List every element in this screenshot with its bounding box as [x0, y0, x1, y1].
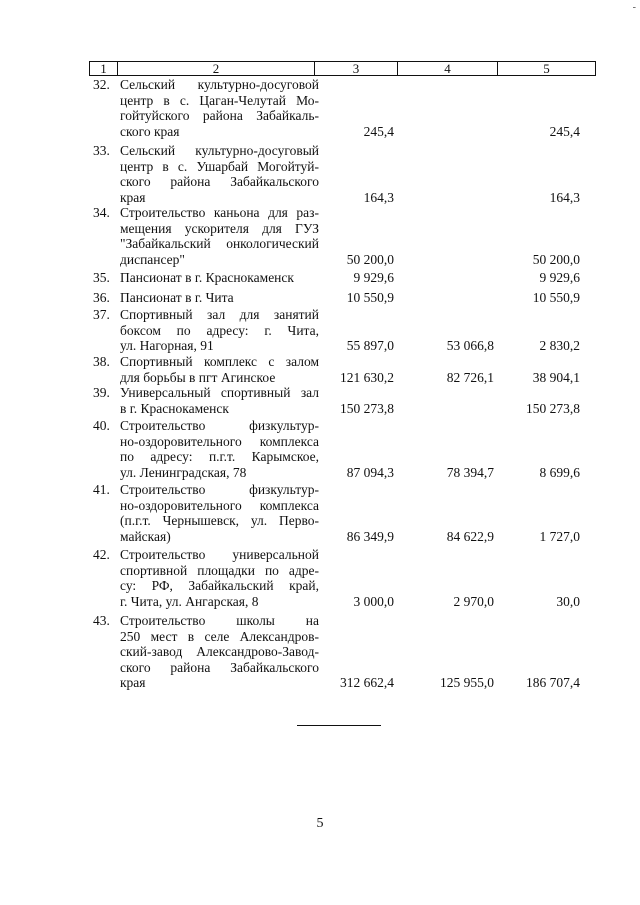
value-col-5: 8 699,6 — [539, 464, 580, 480]
row-number: 42. — [93, 547, 110, 562]
row-number: 39. — [93, 385, 110, 400]
object-name-line: для борьбы в пгт Агинское — [120, 369, 276, 385]
value-col-5: 2 830,2 — [539, 338, 580, 353]
header-col-1: 1 — [90, 62, 118, 76]
header-col-2: 2 — [118, 62, 315, 76]
object-name-line: Строительство каньона для раз- — [120, 205, 319, 220]
object-name-line: Сельский культурно-досуговый — [120, 143, 319, 158]
header-col-5: 5 — [498, 62, 596, 76]
object-name — [120, 270, 319, 286]
object-name-line: ского края — [120, 123, 180, 139]
value-col-5: 164,3 — [549, 189, 580, 205]
object-name — [120, 418, 319, 480]
value-col-3: 150 273,8 — [340, 400, 394, 416]
row-number: 36. — [93, 290, 110, 305]
object-name-line: по адресу: п.г.т. Карымское, — [120, 449, 319, 464]
value-col-3: 121 630,2 — [340, 369, 394, 385]
object-name — [120, 547, 319, 609]
object-name-line: мещения ускорителя для ГУЗ — [120, 220, 319, 236]
value-col-4: 125 955,0 — [440, 675, 494, 690]
value-col-4: 78 394,7 — [446, 464, 494, 480]
value-col-3: 245,4 — [363, 123, 394, 139]
object-name-line: Строительство физкультур- — [120, 482, 319, 497]
object-name — [120, 205, 319, 267]
value-col-5: 50 200,0 — [532, 251, 580, 267]
object-name-line: Универсальный спортивный зал — [120, 385, 319, 400]
object-name-line: гойтуйского района Забайкаль- — [120, 108, 319, 123]
object-name — [120, 354, 319, 385]
header-col-3: 3 — [315, 62, 398, 76]
object-name-line: но-оздоровительного комплекса — [120, 497, 319, 513]
value-col-5: 1 727,0 — [539, 528, 580, 544]
object-name — [120, 143, 319, 205]
row-number: 38. — [93, 354, 110, 369]
object-name-line: Строительство физкультур- — [120, 418, 319, 433]
object-name-line: Спортивный комплекс с залом — [120, 354, 319, 369]
object-name — [120, 385, 319, 416]
object-name-line: центр в с. Цаган-Челутай Мо- — [120, 92, 319, 108]
value-col-4: 53 066,8 — [446, 338, 494, 353]
value-col-4: 84 622,9 — [446, 528, 494, 544]
value-col-5: 38 904,1 — [532, 369, 580, 385]
object-name-line: г. Чита, ул. Ангарская, 8 — [120, 593, 259, 609]
value-col-4: 82 726,1 — [446, 369, 494, 385]
value-col-5: 186 707,4 — [526, 675, 580, 690]
row-number: 35. — [93, 270, 110, 285]
end-rule — [297, 725, 381, 726]
object-name-line: края — [120, 189, 146, 205]
value-col-3: 55 897,0 — [346, 338, 394, 353]
object-name-line: диспансер" — [120, 251, 185, 267]
value-col-3: 86 349,9 — [346, 528, 394, 544]
row-number: 40. — [93, 418, 110, 433]
header-col-4: 4 — [398, 62, 498, 76]
object-name-line: но-оздоровительного комплекса — [120, 433, 319, 449]
object-name-line: ул. Ленинградская, 78 — [120, 464, 247, 480]
value-col-3: 50 200,0 — [346, 251, 394, 267]
row-number: 37. — [93, 307, 110, 322]
object-name-line: ского района Забайкальского — [120, 659, 319, 675]
value-col-3: 10 550,9 — [346, 290, 394, 305]
object-name-line: ул. Нагорная, 91 — [120, 338, 214, 353]
object-name-line: Строительство школы на — [120, 613, 319, 628]
object-name — [120, 613, 319, 691]
object-name — [120, 77, 319, 139]
object-name-line: в г. Краснокаменск — [120, 400, 229, 416]
value-col-5: 10 550,9 — [532, 290, 580, 305]
object-name-line: Пансионат в г. Чита — [120, 290, 234, 305]
object-name-line: 250 мест в селе Александров- — [120, 628, 319, 644]
object-name-line: Пансионат в г. Краснокаменск — [120, 270, 294, 285]
object-name-line: "Забайкальский онкологический — [120, 236, 319, 251]
row-number: 43. — [93, 613, 110, 628]
value-col-5: 9 929,6 — [539, 270, 580, 285]
value-col-5: 150 273,8 — [526, 400, 580, 416]
object-name — [120, 482, 319, 544]
object-name-line: края — [120, 675, 146, 690]
object-name — [120, 307, 319, 354]
object-name-line: ского района Забайкальского — [120, 174, 319, 189]
value-col-5: 30,0 — [556, 593, 580, 609]
object-name-line: су: РФ, Забайкальский край, — [120, 578, 319, 593]
value-col-3: 87 094,3 — [346, 464, 394, 480]
value-col-4: 2 970,0 — [453, 593, 494, 609]
corner-mark: - — [632, 2, 636, 13]
object-name-line: Сельский культурно-досуговой — [120, 77, 319, 92]
object-name-line: ский-завод Александрово-Завод- — [120, 644, 319, 659]
value-col-3: 312 662,4 — [340, 675, 394, 690]
value-col-3: 3 000,0 — [353, 593, 394, 609]
row-number: 32. — [93, 77, 110, 92]
object-name-line: боксом по адресу: г. Чита, — [120, 322, 319, 338]
object-name-line: Спортивный зал для занятий — [120, 307, 319, 322]
row-number: 34. — [93, 205, 110, 220]
value-col-3: 9 929,6 — [353, 270, 394, 285]
page-number: 5 — [316, 816, 324, 831]
object-name-line: (п.г.т. Чернышевск, ул. Перво- — [120, 513, 319, 528]
object-name — [120, 290, 319, 306]
column-header-row — [89, 61, 596, 76]
object-name-line: спортивной площадки по адре- — [120, 562, 319, 578]
row-number: 41. — [93, 482, 110, 497]
object-name-line: центр в с. Ушарбай Могойтуй- — [120, 158, 319, 174]
object-name-line: майская) — [120, 528, 171, 544]
value-col-3: 164,3 — [363, 189, 394, 205]
row-number: 33. — [93, 143, 110, 158]
value-col-5: 245,4 — [549, 123, 580, 139]
object-name-line: Строительство универсальной — [120, 547, 319, 562]
